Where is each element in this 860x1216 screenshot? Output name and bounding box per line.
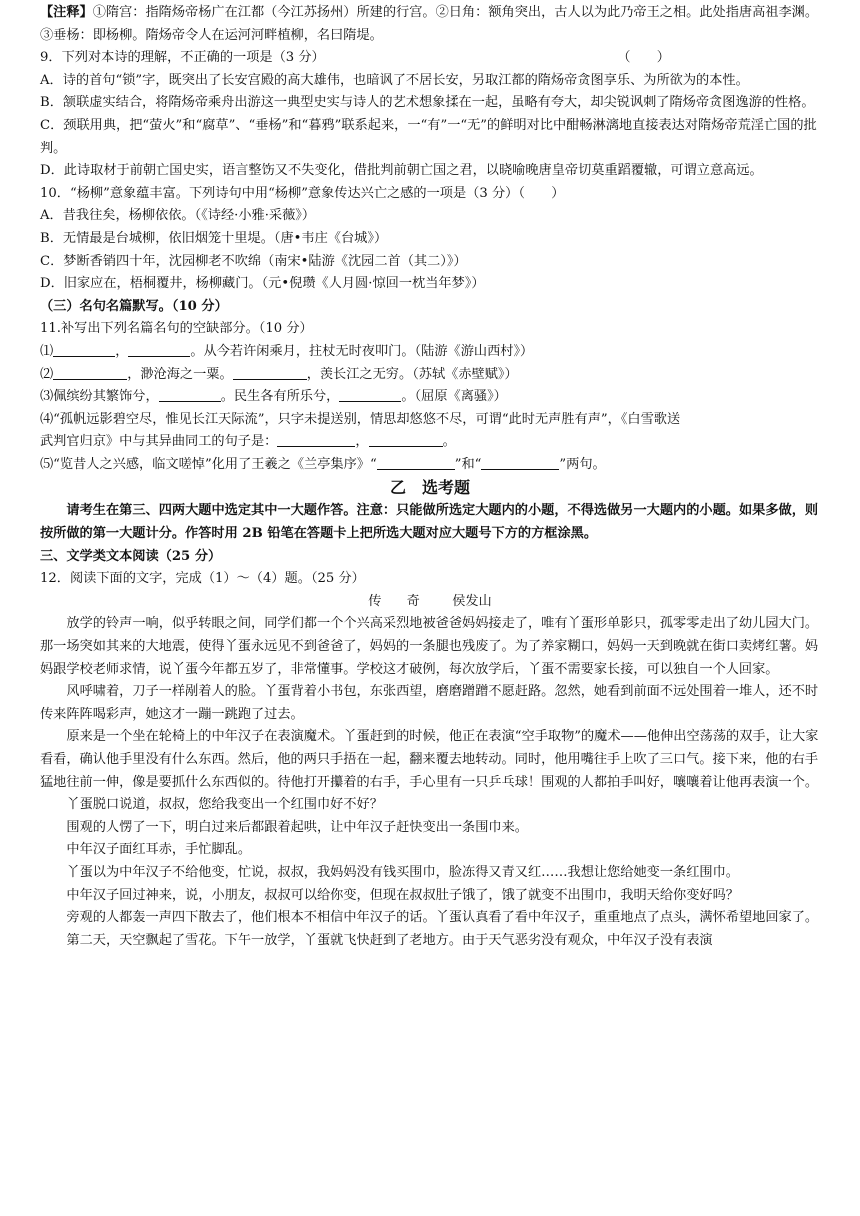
- answer-blank[interactable]: [128, 342, 190, 357]
- notes-label: 【注释】: [40, 5, 93, 20]
- q9-stem-text: 9．下列对本诗的理解，不正确的一项是（3 分）: [40, 50, 325, 66]
- item-number: ⑵: [40, 366, 54, 382]
- answer-blank[interactable]: [481, 455, 559, 470]
- answer-blank[interactable]: [377, 455, 455, 470]
- item-number: ⑴: [40, 343, 54, 359]
- story-paragraph: 围观的人愣了一下，明白过来后都跟着起哄，让中年汉子赶快变出一条围巾来。: [66, 819, 528, 835]
- item-text: ，羡长江之无穷。（苏轼《赤壁赋》）: [306, 366, 518, 382]
- item-text: ⑸“览昔人之兴感，临文嗟悼”化用了王羲之《兰亭集序》“: [40, 456, 377, 472]
- answer-blank[interactable]: [277, 432, 355, 447]
- literary-reading-title: 三、文学类文本阅读（25 分）: [40, 548, 222, 564]
- q10-option-d: D．旧家应在，梧桐覆井，杨柳藏门。（元•倪瓒《人月圆·惊回一枕当年梦》）: [40, 276, 485, 292]
- item-text: 。从今若许闲乘月，拄杖无时夜叩门。（陆游《游山西村》）: [190, 343, 534, 359]
- answer-blank[interactable]: [369, 432, 443, 447]
- item-text: ，: [355, 434, 369, 450]
- answer-blank[interactable]: [159, 387, 221, 402]
- item-text: 武判官归京》中与其异曲同工的句子是：: [40, 434, 278, 450]
- item-text: ”两句。: [559, 456, 606, 472]
- item-text: ”和“: [454, 456, 482, 472]
- q11-item-3: [40, 386, 820, 409]
- q10-stem: 10．“杨柳”意象蕴丰富。下列诗句中用“杨柳”意象传达兴亡之感的一项是（3 分）（ ）: [40, 185, 565, 201]
- story-paragraph: 丫蛋脱口说道，叔叔，您给我变出一个红围巾好不好？: [66, 797, 383, 813]
- answer-blank[interactable]: [339, 387, 401, 402]
- q10-option-c: C．梦断香销四十年，沈园柳老不吹绵（南宋•陆游《沈园二首（其二）》）: [40, 253, 467, 269]
- story-header: [40, 591, 820, 614]
- story-paragraph: 中年汉子面红耳赤，手忙脚乱。: [66, 842, 252, 858]
- q9-option-b: B．颔联虚实结合，将隋炀帝乘舟出游这一典型史实与诗人的艺术想象揉在一起，虽略有夸大，却尖锐讽刺了隋炀帝贪图逸游的性格。: [40, 95, 815, 111]
- item-text: 佩缤纷其繁饰兮，: [53, 389, 159, 405]
- q11-item-4-line-1: ⑷“孤帆远影碧空尽，惟见长江天际流”，只字未提送别，情思却悠悠不尽，可谓“此时无声胜有声”，《白雪歌送: [40, 411, 681, 427]
- story-title: 传 奇: [368, 593, 426, 609]
- q9-option-c: C．颈联用典，把“萤火”和“腐草”、“垂杨”和“暮鸦”联系起来，一“有”一“无”的鲜明对比中酣畅淋漓地直接表达对隋炀帝荒淫亡国的批判。: [40, 117, 817, 156]
- q11-item-1: [40, 341, 820, 364]
- story-paragraph: 第二天，天空飘起了雪花。下午一放学，丫蛋就飞快赶到了老地方。由于天气恶劣没有观众，中年汉子没有表演: [66, 932, 713, 948]
- item-text: ，: [115, 343, 129, 359]
- part-b-title: 乙 选考题: [389, 478, 470, 498]
- q11-item-2: [40, 364, 820, 387]
- item-text: 。（屈原《离骚》）: [401, 389, 507, 405]
- story-paragraph: 原来是一个坐在轮椅上的中年汉子在表演魔术。丫蛋赶到的时候，他正在表演“空手取物”的魔术——他伸出空荡荡的双手，让大家看看，确认他手里没有什么东西。然后，他的两只手捂在一起，翻来覆去地转动。同时，他用嘴往手上吹了三口气。接下来，他的右手猛地往前一伸，像是要抓什么东西似的。待他打开攥着的右手，手心里有一只乒乓球！围观的人都拍手叫好，嚷嚷着让他再表演一个。: [40, 729, 819, 790]
- story-author: 侯发山: [452, 593, 492, 609]
- q10-option-b: B．无情最是台城柳，依旧烟笼十里堤。（唐•韦庄《台城》）: [40, 230, 388, 246]
- item-text: 。民生各有所乐兮，: [220, 389, 340, 405]
- item-text: 。: [442, 434, 456, 450]
- answer-blank[interactable]: [53, 342, 115, 357]
- notes-text: ①隋宫：指隋炀帝杨广在江都（今江苏扬州）所建的行宫。②日角：额角突出，古人以为此乃帝王之相。此处指唐高祖李渊。③垂杨：即杨柳。隋炀帝令人在运河河畔植柳，名曰隋堤。: [40, 5, 819, 43]
- q9-option-a: A．诗的首句“锁”字，既突出了长安宫殿的高大雄伟，也暗讽了不居长安，另取江都的隋炀帝贪图享乐、为所欲为的本性。: [40, 72, 749, 88]
- q11-stem: 11.补写出下列名篇名句的空缺部分。（10 分）: [40, 321, 313, 337]
- story-paragraph: 中年汉子回过神来，说，小朋友，叔叔可以给你变，但现在叔叔肚子饿了，饿了就变不出围巾，我明天给你变好吗？: [66, 887, 739, 903]
- q9-stem: [40, 47, 820, 70]
- notes: [40, 2, 820, 47]
- q11-item-5: [40, 454, 820, 477]
- answer-blank[interactable]: [233, 365, 307, 380]
- story-paragraph: 丫蛋以为中年汉子不给他变，忙说，叔叔，我妈妈没有钱买围巾，脸冻得又青又红……我想让您给她变一条红围巾。: [66, 864, 739, 880]
- story-paragraph: 放学的铃声一响，似乎转眼之间，同学们都一个个兴高采烈地被爸爸妈妈接走了，唯有丫蛋形单影只，孤零零走出了幼儿园大门。那一场突如其来的大地震，使得丫蛋永远见不到爸爸了，妈妈的一条腿也残废了。为了养家糊口，妈妈一天到晚就在街口卖烤红薯。妈妈跟学校老师求情，说丫蛋今年都五岁了，非常懂事。学校这才破例，每次放学后，丫蛋不需要家长接，可以独自一个人回家。: [40, 616, 819, 677]
- answer-blank[interactable]: [53, 365, 127, 380]
- q11-item-4-line-2: [40, 431, 820, 454]
- item-number: ⑶: [40, 389, 54, 405]
- part-b-instruction: 请考生在第三、四两大题中选定其中一大题作答。注意：只能做所选定大题内的小题，不得选做另一大题内的小题。如果多做，则按所做的第一大题计分。作答时用 2B 铅笔在答题卡上把所选大题对应大题号下方的方框涂黑。: [40, 503, 819, 542]
- item-text: ，渺沧海之一粟。: [127, 366, 233, 382]
- story-paragraph: 旁观的人都轰一声四下散去了，他们根本不相信中年汉子的话。丫蛋认真看了看中年汉子，重重地点了点头，满怀希望地回家了。: [66, 910, 819, 926]
- q10-option-a: A．昔我往矣，杨柳依依。（《诗经·小雅·采薇》）: [40, 208, 316, 224]
- story-paragraph: 风呼啸着，刀子一样剐着人的脸。丫蛋背着小书包，东张西望，磨磨蹭蹭不愿赶路。忽然，她看到前面不远处围着一堆人，还不时传来阵阵喝彩声，她这才一蹦一跳跑了过去。: [40, 684, 819, 722]
- q9-option-d: D．此诗取材于前朝亡国史实，语言整饬又不失变化，借批判前朝亡国之君，以晓喻晚唐皇帝切莫重蹈覆辙，可谓立意高远。: [40, 163, 763, 179]
- section-3-title: （三）名句名篇默写。（10 分）: [40, 298, 228, 314]
- q9-answer-paren: （ ）: [617, 50, 670, 66]
- q12-stem: 12．阅读下面的文字，完成（1）～（4）题。（25 分）: [40, 571, 365, 587]
